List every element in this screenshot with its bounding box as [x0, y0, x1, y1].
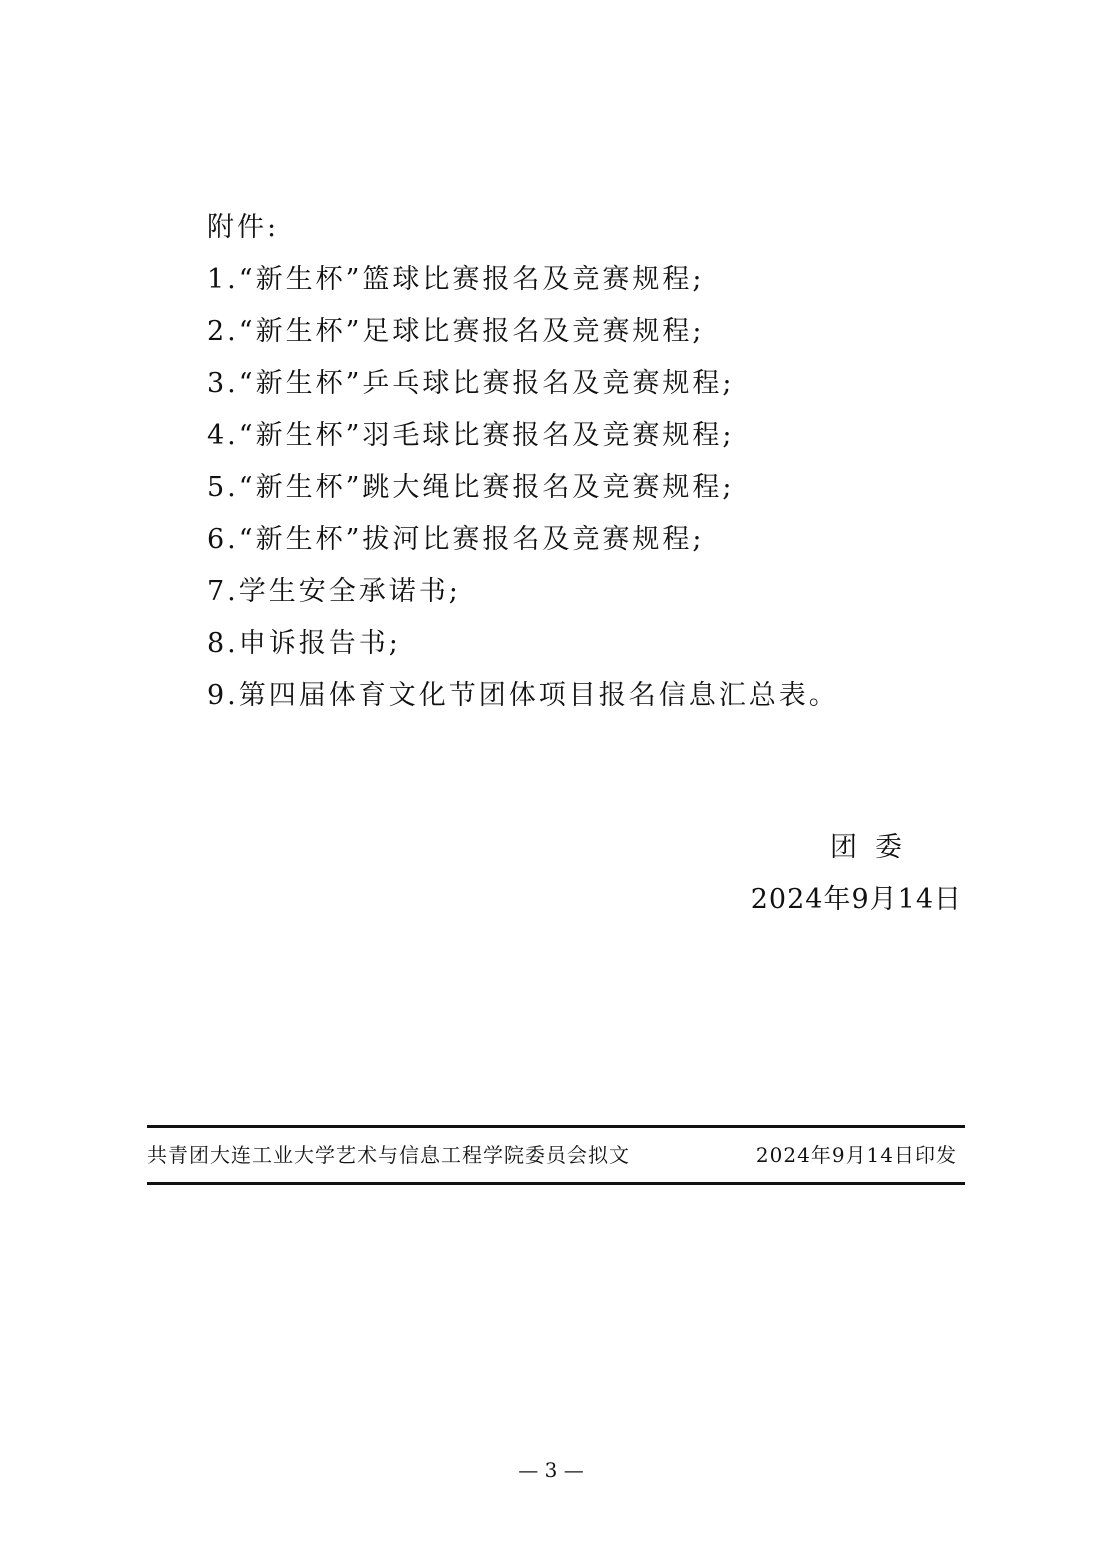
- attachment-item-5: 5.“新生杯”跳大绳比赛报名及竞赛规程;: [207, 472, 735, 503]
- attachment-item-8: 8.申诉报告书;: [207, 628, 401, 659]
- attachment-item-9: 9.第四届体育文化节团体项目报名信息汇总表。: [207, 680, 839, 711]
- attachments-section: [207, 202, 967, 722]
- imprint-bottom-rule: [147, 1182, 965, 1185]
- attachment-item-4: 4.“新生杯”羽毛球比赛报名及竞赛规程;: [207, 420, 735, 451]
- imprint-top-rule: [147, 1125, 965, 1128]
- attachment-item-7: 7.学生安全承诺书;: [207, 576, 461, 607]
- attachment-item-6: 6.“新生杯”拔河比赛报名及竞赛规程;: [207, 524, 705, 555]
- signature-block: [700, 822, 962, 926]
- signature-date: 2024年9月14日: [750, 884, 962, 915]
- attachment-item-2: 2.“新生杯”足球比赛报名及竞赛规程;: [207, 316, 705, 347]
- imprint-drafter: 共青团大连工业大学艺术与信息工程学院委员会拟文: [147, 1143, 630, 1167]
- attachment-item-1: 1.“新生杯”篮球比赛报名及竞赛规程;: [207, 264, 705, 295]
- attachment-item-3: 3.“新生杯”乒乓球比赛报名及竞赛规程;: [207, 368, 735, 399]
- page-number: — 3 —: [518, 1458, 584, 1482]
- imprint-issue-date: 2024年9月14日印发: [755, 1143, 957, 1167]
- attachments-heading: 附件:: [207, 212, 280, 243]
- imprint-block: [147, 1138, 965, 1172]
- signature-organization: 团委: [830, 832, 920, 863]
